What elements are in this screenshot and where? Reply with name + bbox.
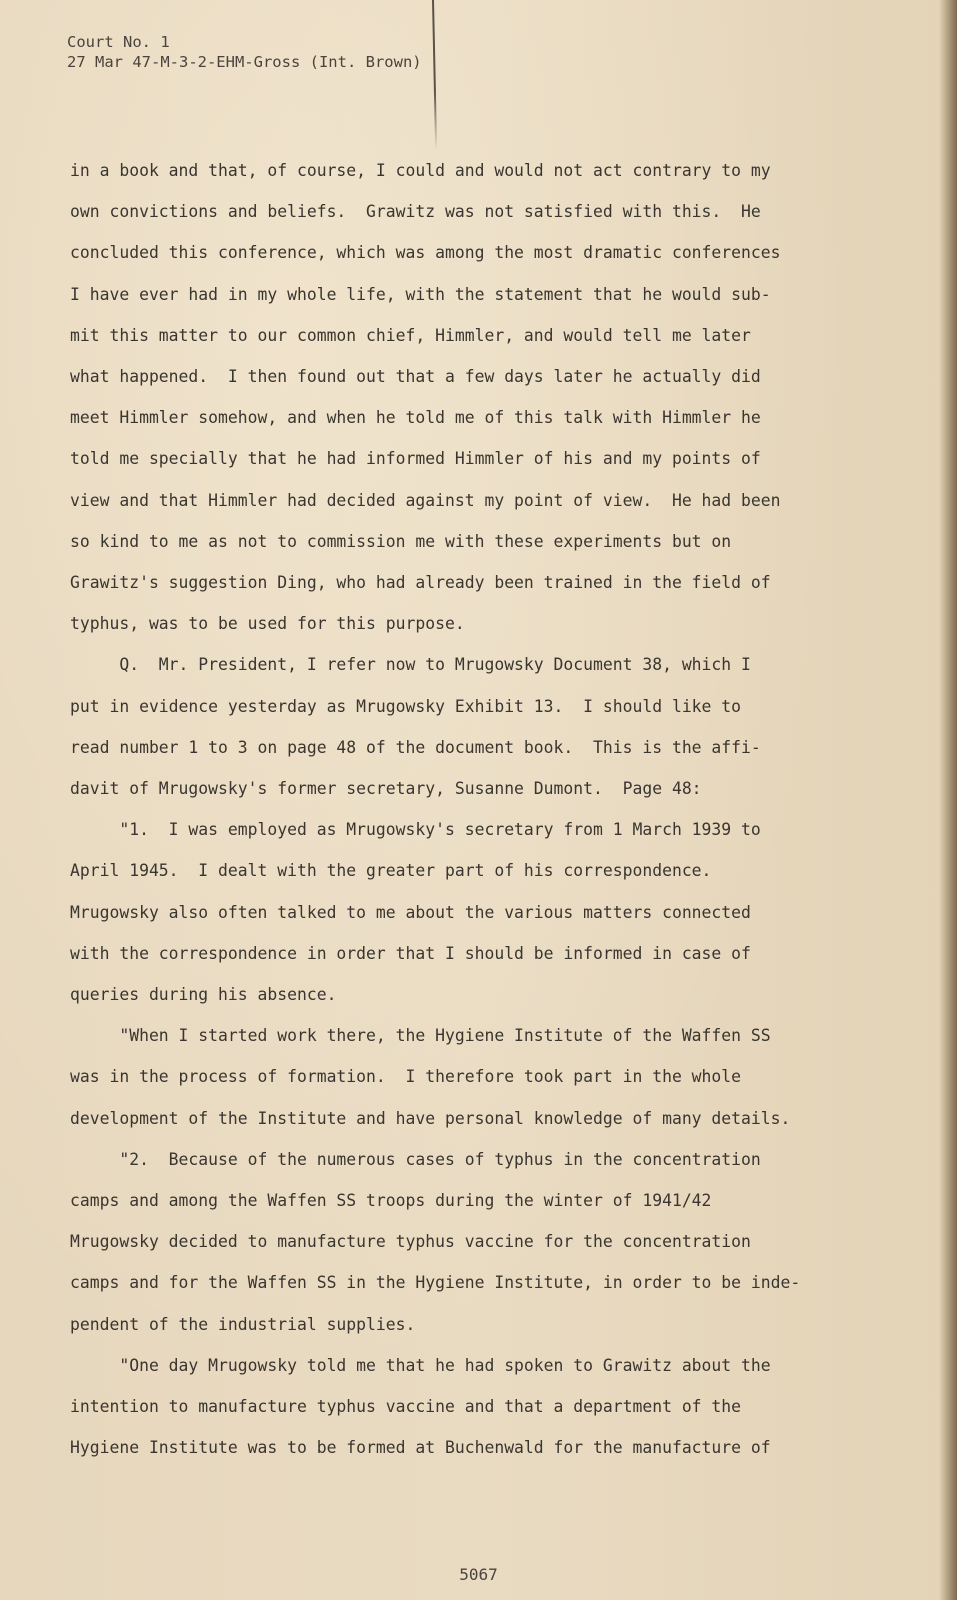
transcript-line: davit of Mrugowsky's former secretary, Susanne Dumont. Page 48: (70, 779, 702, 799)
transcript-line: with the correspondence in order that I should be informed in case of (70, 943, 751, 963)
paper-tear-mark (432, 0, 437, 150)
transcript-line: camps and for the Waffen SS in the Hygiene Institute, in order to be inde- (70, 1273, 801, 1293)
page-number: 5067 (459, 1565, 498, 1584)
transcript-line: Mrugowsky decided to manufacture typhus vaccine for the concentration (70, 1232, 751, 1252)
transcript-line: "1. I was employed as Mrugowsky's secretary from 1 March 1939 to (70, 820, 761, 840)
transcript-line: typhus, was to be used for this purpose. (70, 614, 465, 634)
transcript-line: "When I started work there, the Hygiene Institute of the Waffen SS (70, 1026, 771, 1046)
transcript-line: Q. Mr. President, I refer now to Mrugowsky Document 38, which I (70, 655, 751, 675)
transcript-line: view and that Himmler had decided against my point of view. He had been (70, 490, 781, 510)
court-label: Court No. 1 (67, 33, 170, 51)
document-header (67, 32, 422, 72)
transcript-line: own convictions and beliefs. Grawitz was not satisfied with this. He (70, 202, 761, 222)
transcript-line: mit this matter to our common chief, Himmler, and would tell me later (70, 325, 751, 345)
transcript-line: queries during his absence. (70, 985, 337, 1005)
transcript-line: put in evidence yesterday as Mrugowsky Exhibit 13. I should like to (70, 696, 742, 716)
transcript-body (70, 150, 830, 1469)
transcript-line: was in the process of formation. I therefore took part in the whole (70, 1067, 742, 1087)
transcript-line: intention to manufacture typhus vaccine and that a department of the (70, 1397, 742, 1417)
transcript-line: I have ever had in my whole life, with the statement that he would sub- (70, 284, 771, 304)
transcript-line: so kind to me as not to commission me with these experiments but on (70, 531, 732, 551)
transcript-line: "One day Mrugowsky told me that he had spoken to Grawitz about the (70, 1355, 771, 1375)
transcript-line: Mrugowsky also often talked to me about the various matters connected (70, 902, 751, 922)
transcript-line: development of the Institute and have personal knowledge of many details. (70, 1108, 791, 1128)
transcript-line: read number 1 to 3 on page 48 of the document book. This is the affi- (70, 737, 761, 757)
transcript-line: Hygiene Institute was to be formed at Buchenwald for the manufacture of (70, 1438, 771, 1458)
transcript-line: April 1945. I dealt with the greater part of his correspondence. (70, 861, 712, 881)
transcript-line: meet Himmler somehow, and when he told me of this talk with Himmler he (70, 408, 761, 428)
transcript-line: "2. Because of the numerous cases of typhus in the concentration (70, 1149, 761, 1169)
transcript-line: what happened. I then found out that a few days later he actually did (70, 367, 761, 387)
transcript-line: told me specially that he had informed Himmler of his and my points of (70, 449, 761, 469)
session-reference: 27 Mar 47-M-3-2-EHM-Gross (Int. Brown) (67, 53, 422, 71)
transcript-line: concluded this conference, which was among the most dramatic conferences (70, 243, 781, 263)
page-edge-shadow (939, 0, 957, 1600)
transcript-line: camps and among the Waffen SS troops during the winter of 1941/42 (70, 1191, 712, 1211)
transcript-line: Grawitz's suggestion Ding, who had already been trained in the field of (70, 573, 771, 593)
transcript-line: pendent of the industrial supplies. (70, 1314, 416, 1334)
transcript-line: in a book and that, of course, I could and would not act contrary to my (70, 161, 771, 180)
